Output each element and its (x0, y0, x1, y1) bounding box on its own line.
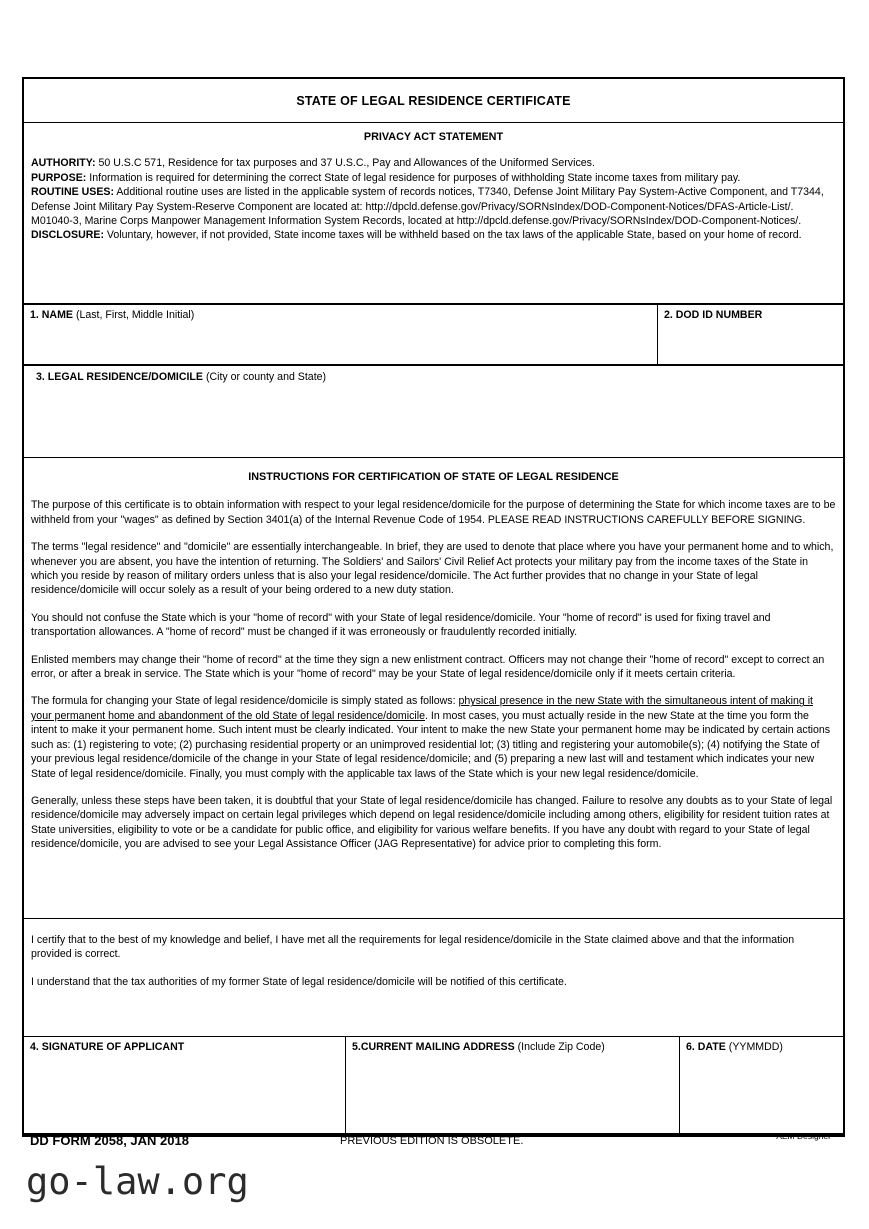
dd-form-2058 (22, 77, 845, 1137)
privacy-purpose (31, 171, 836, 185)
certification-section (24, 919, 843, 1037)
purpose-text: Information is required for determining the correct State of legal residence for purposes of withholding State income taxes from military pay. (86, 171, 741, 184)
formula-continuation: . In most cases, you must actually reside in the new State at the time you form the intent to make it your permanent home. Such intent must be clearly indicated. Your intent to make the new State your permanent home may be indicated by certain actions such as: (1) registering to vote; (2) purchasing residential property or an unimproved residential lot; (3) titling and registering your automobile(s); (4) notifying the State of your previous legal residence/domicile of the change in your State of legal residence/domicile; and (5) preparing a new last will and testament which indicates your new State of legal residence/domicile. Finally, you must comply with the applicable tax laws of the State which is your new legal residence/domicile. (31, 709, 831, 780)
legal-residence-input-area[interactable] (24, 386, 843, 457)
instructions-heading: INSTRUCTIONS FOR CERTIFICATION OF STATE OF LEGAL RESIDENCE (248, 471, 619, 483)
legal-residence-field-hint: (City or county and State) (205, 371, 327, 383)
name-dodid-row (24, 305, 843, 366)
authority-text: 50 U.S.C 571, Residence for tax purposes and 37 U.S.C., Pay and Allowances of the Uniformed Services. (95, 157, 595, 170)
routine-uses-text: Additional routine uses are listed in the applicable system of records notices, T7340, Defense Joint Military Pay System-Active Component, and T7344, Defense Joint Military Pay System-Reserve Component are located at: http://dpcld.defense.gov/Privacy/SORNsIndex/DOD-Component-Notices/DFAS-Article-List/. M01040-3, Marine Corps Manpower Management Information System Records, located at http://dpcld.defense.gov/Privacy/SORNsIndex/DOD-Component-Notices/. (31, 186, 824, 228)
signature-field-cell (24, 1037, 345, 1133)
date-field-label: 6. DATE (686, 1041, 726, 1053)
mailing-address-field-cell (345, 1037, 679, 1133)
routine-uses-label: ROUTINE USES: (31, 186, 114, 199)
privacy-authority (31, 156, 836, 170)
designer-credit: AEM Designer (776, 1131, 831, 1141)
purpose-label: PURPOSE: (31, 171, 87, 184)
legal-residence-field-cell (24, 366, 843, 458)
privacy-routine-uses (31, 185, 836, 228)
disclosure-label: DISCLOSURE: (31, 229, 104, 242)
form-title-section (24, 79, 843, 123)
privacy-heading: PRIVACY ACT STATEMENT (363, 131, 504, 143)
instructions-paragraph-2: The terms "legal residence" and "domicile" are essentially interchangeable. In brief, they are used to denote that place where you have your permanent home and to which, whenever you are absent, you have the intention of returning. The Soldiers' and Sailors' Civil Relief Act protects your military pay from the income taxes of the State in which you reside by reason of military orders unless that is also your legal residence/domicile. The Act further provides that no change in your State of legal residence/domicile will occur solely as a result of your being ordered to a new duty station. (31, 541, 834, 597)
date-field-cell (679, 1037, 843, 1133)
name-field-label: 1. NAME (30, 309, 73, 321)
name-field-cell (24, 305, 657, 364)
authority-label: AUTHORITY: (31, 157, 96, 170)
page-title: STATE OF LEGAL RESIDENCE CERTIFICATE (296, 93, 571, 108)
signature-address-date-row (24, 1037, 843, 1133)
formula-underlined-phrase: physical presence in the new State with the simultaneous intent of making it your permanent home and abandonment of the old State of legal residence/domicile (31, 695, 813, 722)
instructions-paragraph-3: You should not confuse the State which is your "home of record" with your State of legal residence/domicile. Your "home of record" is used for fixing travel and transportation allowances. A "home of record" must be changed if it was erroneously or fraudulently recorded initially. (31, 611, 771, 639)
disclosure-text: Voluntary, however, if not provided, State income taxes will be withheld based on the tax laws of the applicable State, based on your home of record. (103, 229, 802, 242)
obsolete-notice: PREVIOUS EDITION IS OBSOLETE. (340, 1135, 524, 1147)
form-footer (22, 1131, 845, 1155)
privacy-disclosure (31, 228, 836, 242)
legal-residence-field-label: 3. LEGAL RESIDENCE/DOMICILE (36, 371, 203, 383)
date-field-hint: (YYMMDD) (728, 1041, 783, 1053)
name-field-hint: (Last, First, Middle Initial) (75, 309, 195, 321)
privacy-act-section (24, 123, 843, 305)
go-law-watermark: go-law.org (26, 1160, 249, 1203)
dod-id-field-label: 2. DOD ID NUMBER (664, 309, 763, 321)
instructions-paragraph-5 (31, 694, 836, 780)
instructions-paragraph-4: Enlisted members may change their "home of record" at the time they sign a new enlistment contract. Officers may not change their "home of record" except to correct an error, or after a break in service. The State which is your "home of record" may be your State of legal residence/domicile only if it meets certain criteria. (31, 653, 825, 681)
date-input-area[interactable] (680, 1057, 843, 1133)
instructions-paragraph-1: The purpose of this certificate is to obtain information with respect to your legal residence/domicile for the purpose of determining the State for which income taxes are to be withheld from your "wages" as defined by Section 3401(a) of the Internal Revenue Code of 1954. PLEASE READ INSTRUCTIONS CAREFULLY BEFORE SIGNING. (31, 499, 836, 526)
instructions-paragraph-6: Generally, unless these steps have been taken, it is doubtful that your State of legal residence/domicile has changed. Failure to resolve any doubts as to your State of legal residence/domicile may adversely impact on certain legal privileges which depend on legal residence/domicile including among others, eligibility for resident tuition rates at State universities, eligibility to vote or be a candidate for public office, and eligibility for various welfare benefits. If you have any doubt with regard to your State of legal residence/domicile, you are advised to see your Legal Assistance Officer (JAG Representative) for advice prior to completing this form. (31, 794, 833, 851)
formula-intro: The formula for changing your State of legal residence/domicile is simply stated as follows: (31, 695, 459, 708)
form-number: DD FORM 2058, JAN 2018 (30, 1133, 189, 1148)
dod-id-input-area[interactable] (658, 325, 843, 364)
instructions-section (24, 458, 843, 919)
name-input-area[interactable] (24, 325, 657, 364)
mailing-address-field-hint: (Include Zip Code) (517, 1041, 605, 1053)
mailing-address-input-area[interactable] (346, 1057, 679, 1133)
signature-input-area[interactable] (24, 1057, 345, 1133)
signature-field-label: 4. SIGNATURE OF APPLICANT (30, 1041, 185, 1053)
certify-statement: I certify that to the best of my knowledge and belief, I have met all the requirements for legal residence/domicile in the State claimed above and that the information provided is correct. (31, 934, 795, 961)
notify-statement: I understand that the tax authorities of my former State of legal residence/domicile will be notified of this certificate. (31, 975, 567, 988)
dod-id-field-cell (657, 305, 843, 364)
mailing-address-field-label: 5.CURRENT MAILING ADDRESS (352, 1041, 515, 1053)
